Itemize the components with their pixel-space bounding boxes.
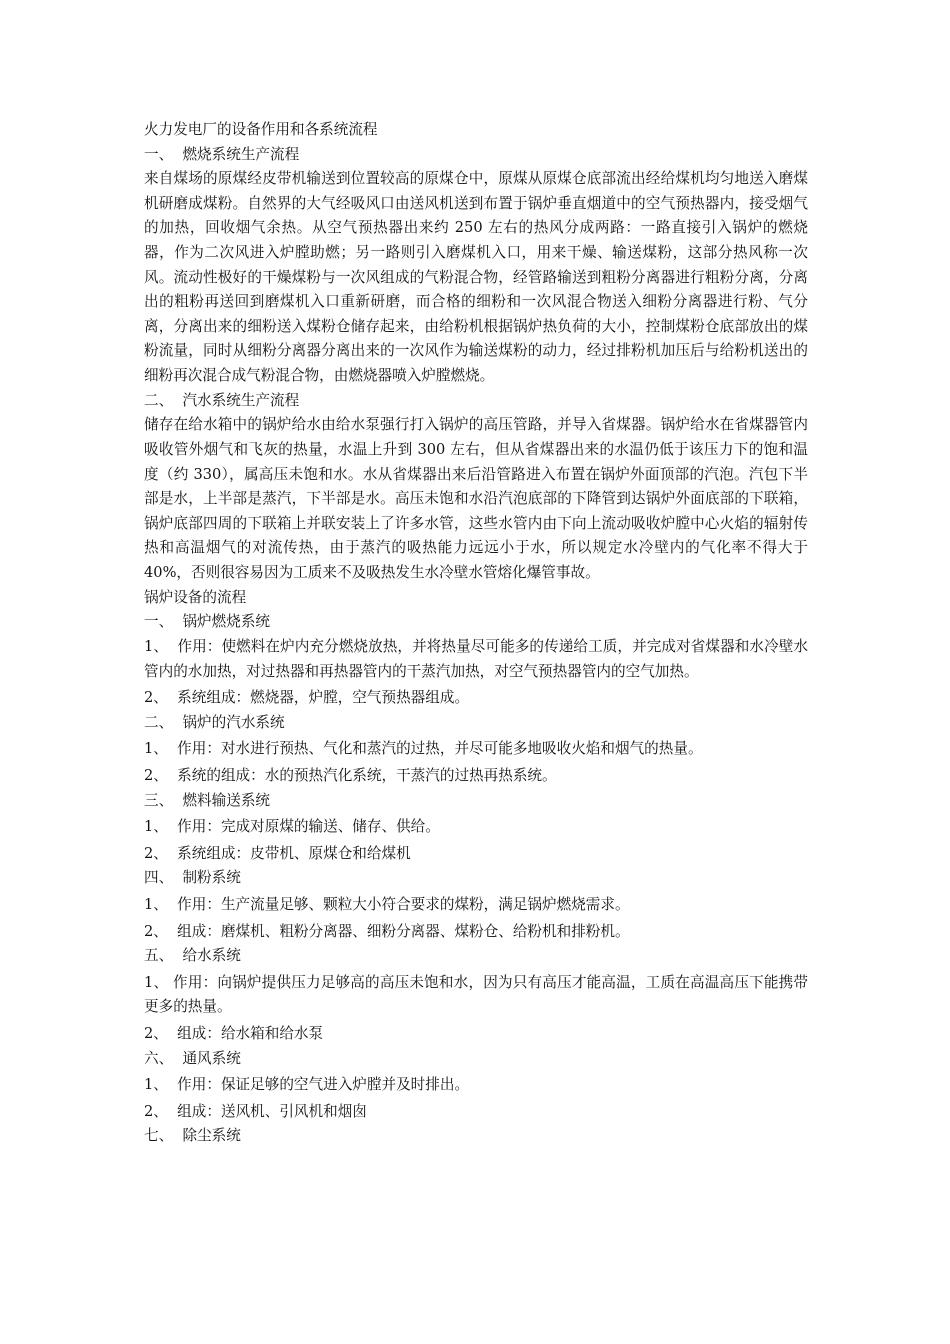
- section-body-steam-water: 储存在给水箱中的锅炉给水由给水泵强行打入锅炉的高压管路，并导入省煤器。锅炉给水在省煤器管内吸收管外烟气和飞灰的热量，水温上升到 300 左右，但从省煤器出来的水温仍低于该压力下的饱和温度（约 330），属高压未饱和水。水从省煤器出来后沿管路进入布置在锅炉外面顶部的汽泡。汽包下半部是水，上半部是蒸汽，下半部是水。高压未饱和水沿汽泡底部的下降管到达锅炉外面底部的下联箱，锅炉底部四周的下联箱上并联安装上了许多水管，这些水管内由下向上流动吸收炉膛中心火焰的辐射传热和高温烟气的对流传热，由于蒸汽的吸热能力远远小于水，所以规定水冷壁内的气化率不得大于 40%，否则很容易因为工质来不及吸热发生水冷壁水管熔化爆管事故。: [144, 416, 813, 581]
- section-body-combustion: 来自煤场的原煤经皮带机输送到位置较高的原煤仓中，原煤从原煤仓底部流出经给煤机均匀地送入磨煤机研磨成煤粉。自然界的大气经吸风口由送风机送到布置于锅炉垂直烟道中的空气预热器内，接受烟气的加热，回收烟气余热。从空气预热器出来约 250 左右的热风分成两路：一路直接引入锅炉的燃烧器，作为二次风进入炉膛助燃；另一路则引入磨煤机入口，用来干燥、输送煤粉，这部分热风称一次风。流动性极好的干燥煤粉与一次风组成的气粉混合物，经管路输送到粗粉分离器进行粗粉分离，分离出的粗粉再送回到磨煤机入口重新研磨，而合格的细粉和一次风混合物送入细粉分离器进行粉、气分离，分离出来的细粉送入煤粉仓储存起来，由给粉机根据锅炉热负荷的大小，控制煤粉仓底部放出的煤粉流量，同时从细粉分离器分离出来的一次风作为输送煤粉的动力，经过排粉机加压后与给粉机送出的细粉再次混合成气粉混合物，由燃烧器喷入炉膛燃烧。: [144, 170, 808, 384]
- boiler-section-3-item-1: 1、 作用：完成对原煤的输送、储存、供给。: [144, 818, 440, 836]
- boiler-section-4-item-1: 1、 作用：生产流量足够、颗粒大小符合要求的煤粉，满足锅炉燃烧需求。: [144, 896, 630, 913]
- boiler-section-heading-1: 一、 锅炉燃烧系统: [144, 613, 271, 631]
- boiler-section-heading-4: 四、 制粉系统: [144, 869, 241, 887]
- section-heading-combustion: 一、 燃烧系统生产流程: [144, 145, 300, 163]
- boiler-heading: 锅炉设备的流程: [144, 588, 247, 606]
- boiler-section-6-item-1: 1、 作用：保证足够的空气进入炉膛并及时排出。: [144, 1076, 470, 1094]
- boiler-section-3-item-2: 2、 系统组成：皮带机、原煤仓和给煤机: [144, 844, 411, 862]
- boiler-section-6-item-2: 2、 组成：送风机、引风机和烟囱: [144, 1102, 367, 1120]
- document-page: [144, 118, 813, 1149]
- boiler-section-5-item-1: 1、 作用：向锅炉提供压力足够高的高压未饱和水，因为只有高压才能高温，工质在高温高压下能携带更多的热量。: [144, 973, 808, 1016]
- boiler-section-4-item-2: 2、 组成：磨煤机、粗粉分离器、细粉分离器、煤粉仓、给粉机和排粉机。: [144, 922, 630, 940]
- boiler-section-heading-7: 七、 除尘系统: [144, 1127, 241, 1145]
- section-heading-steam-water: 二、 汽水系统生产流程: [144, 391, 300, 409]
- boiler-section-heading-3: 三、 燃料输送系统: [144, 791, 271, 809]
- boiler-section-heading-6: 六、 通风系统: [144, 1049, 241, 1067]
- document-title: 火力发电厂的设备作用和各系统流程: [144, 121, 378, 138]
- boiler-section-2-item-1: 1、 作用：对水进行预热、气化和蒸汽的过热，并尽可能多地吸收火焰和烟气的热量。: [144, 740, 703, 758]
- boiler-section-1-item-1: 1、 作用：使燃料在炉内充分燃烧放热，并将热量尽可能多的传递给工质，并完成对省煤器和水冷壁水管内的水加热，对过热器和再热器管内的干蒸汽加热，对空气预热器管内的空气加热。: [144, 638, 808, 680]
- boiler-section-heading-2: 二、 锅炉的汽水系统: [144, 713, 285, 731]
- boiler-section-1-item-2: 2、 系统组成：燃烧器，炉膛，空气预热器组成。: [144, 689, 470, 707]
- boiler-section-5-item-2: 2、 组成：给水箱和给水泵: [144, 1024, 324, 1042]
- boiler-section-heading-5: 五、 给水系统: [144, 947, 241, 965]
- boiler-section-2-item-2: 2、 系统的组成：水的预热汽化系统，干蒸汽的过热再热系统。: [144, 767, 557, 785]
